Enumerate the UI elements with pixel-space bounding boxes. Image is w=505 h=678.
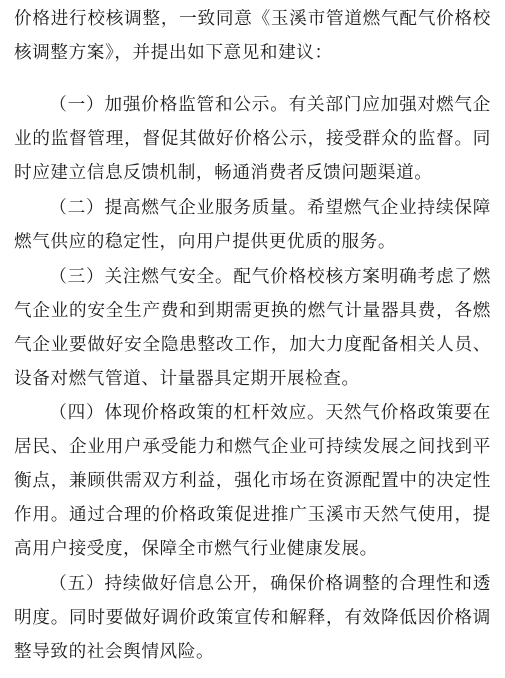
paragraph-item-5: （五）持续做好信息公开，确保价格调整的合理性和透明度。同时要做好调价政策宣传和解释，有效降低因价格调整导致的社会舆情风险。 (14, 574, 491, 662)
paragraph-item-3: （三）关注燃气安全。配气价格校核方案明确考虑了燃气企业的安全生产费和到期需更换的燃气计量器具费，各燃气企业要做好安全隐患整改工作，加大力度配备相关人员、设备对燃气管道、计量器具定期开展检查。 (14, 267, 491, 389)
paragraph-item-2: （二）提高燃气企业服务质量。希望燃气企业持续保障燃气供应的稳定性，向用户提供更优质的服务。 (14, 198, 491, 252)
paragraph-intro-continuation: 价格进行校核调整，一致同意《玉溪市管道燃气配气价格校核调整方案》，并提出如下意见和建议： (14, 9, 491, 63)
paragraph-item-4: （四）体现价格政策的杠杆效应。天然气价格政策要在居民、企业用户承受能力和燃气企业可持续发展之间找到平衡点，兼顾供需双方利益，强化市场在资源配置中的决定性作用。通过合理的价格政策促进推广玉溪市天然气使用，提高用户接受度，保障全市燃气行业健康发展。 (14, 403, 491, 559)
paragraph-item-1: （一）加强价格监管和公示。有关部门应加强对燃气企业的监督管理，督促其做好价格公示，接受群众的监督。同时应建立信息反馈机制，畅通消费者反馈问题渠道。 (14, 95, 491, 183)
